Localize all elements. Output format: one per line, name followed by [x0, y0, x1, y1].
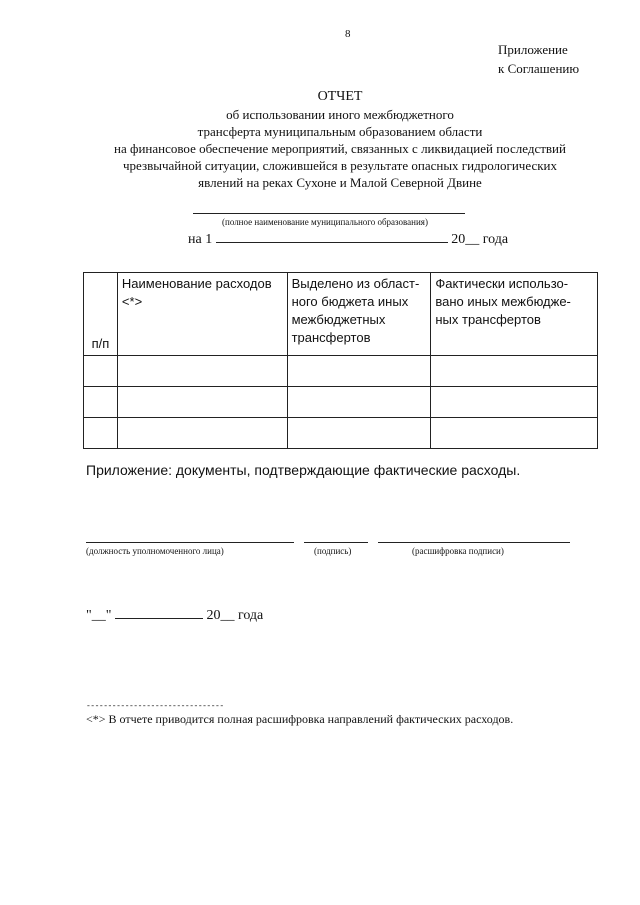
- title-line: трансферта муниципальным образованием области: [197, 124, 483, 139]
- date-year: 20__: [451, 232, 480, 247]
- report-title: [60, 88, 620, 191]
- table-cell[interactable]: [287, 418, 431, 449]
- footnote-rule: --------------------------------: [86, 702, 224, 711]
- title-line: об использовании иного межбюджетного: [226, 107, 454, 122]
- page-number: 8: [345, 28, 351, 40]
- date-blank-field[interactable]: [216, 230, 448, 243]
- header-expense-name: Наименование расходов <*>: [117, 273, 287, 356]
- table-cell[interactable]: [431, 387, 598, 418]
- appendix-line-1: Приложение: [498, 42, 568, 57]
- date-suffix: года: [482, 232, 509, 247]
- date-prefix: на 1: [188, 232, 213, 247]
- table-cell[interactable]: [117, 418, 287, 449]
- expense-table: [83, 272, 598, 449]
- municipality-caption: (полное наименование муниципального образования): [222, 217, 428, 227]
- report-heading: ОТЧЕТ: [317, 89, 363, 104]
- footer-date-suffix: года: [237, 608, 264, 623]
- table-row: [84, 418, 598, 449]
- decode-caption: (расшифровка подписи): [412, 546, 504, 556]
- footer-date-year: 20__: [206, 608, 235, 623]
- table-cell[interactable]: [117, 356, 287, 387]
- table-cell[interactable]: [117, 387, 287, 418]
- title-line: на финансовое обеспечение мероприятий, связанных с ликвидацией последствий: [114, 141, 566, 156]
- table-cell[interactable]: [431, 418, 598, 449]
- header-used: Фактически использо-вано иных межбюдже-ных трансфертов: [431, 273, 598, 356]
- table-row: [84, 387, 598, 418]
- header-num: п/п: [84, 273, 118, 356]
- header-allocated: Выделено из област-ного бюджета иных межбюджетных трансфертов: [287, 273, 431, 356]
- table-cell[interactable]: [84, 356, 118, 387]
- table-cell[interactable]: [287, 387, 431, 418]
- footer-date-month-field[interactable]: [115, 606, 203, 619]
- position-field[interactable]: [86, 542, 294, 543]
- position-caption: (должность уполномоченного лица): [86, 546, 224, 556]
- footer-date: [86, 606, 263, 624]
- report-date-line: [188, 230, 508, 248]
- signature-decode-field[interactable]: [378, 542, 570, 543]
- table-cell[interactable]: [84, 387, 118, 418]
- footnote-text: <*> В отчете приводится полная расшифровка направлений фактических расходов.: [86, 712, 514, 726]
- title-line: явлений на реках Сухоне и Малой Северной Двине: [198, 175, 482, 190]
- signature-caption: (подпись): [314, 546, 352, 556]
- attachment-note: Приложение: документы, подтверждающие фактические расходы.: [86, 462, 521, 478]
- table-header-row: [84, 273, 598, 356]
- table-cell[interactable]: [431, 356, 598, 387]
- appendix-line-2: к Соглашению: [498, 61, 580, 76]
- table-cell[interactable]: [287, 356, 431, 387]
- table-cell[interactable]: [84, 418, 118, 449]
- appendix-header: [498, 40, 579, 78]
- signature-field[interactable]: [304, 542, 368, 543]
- footer-date-day: "__": [86, 608, 112, 623]
- table-row: [84, 356, 598, 387]
- municipality-name-field[interactable]: [193, 213, 465, 214]
- title-line: чрезвычайной ситуации, сложившейся в результате опасных гидрологических: [123, 158, 557, 173]
